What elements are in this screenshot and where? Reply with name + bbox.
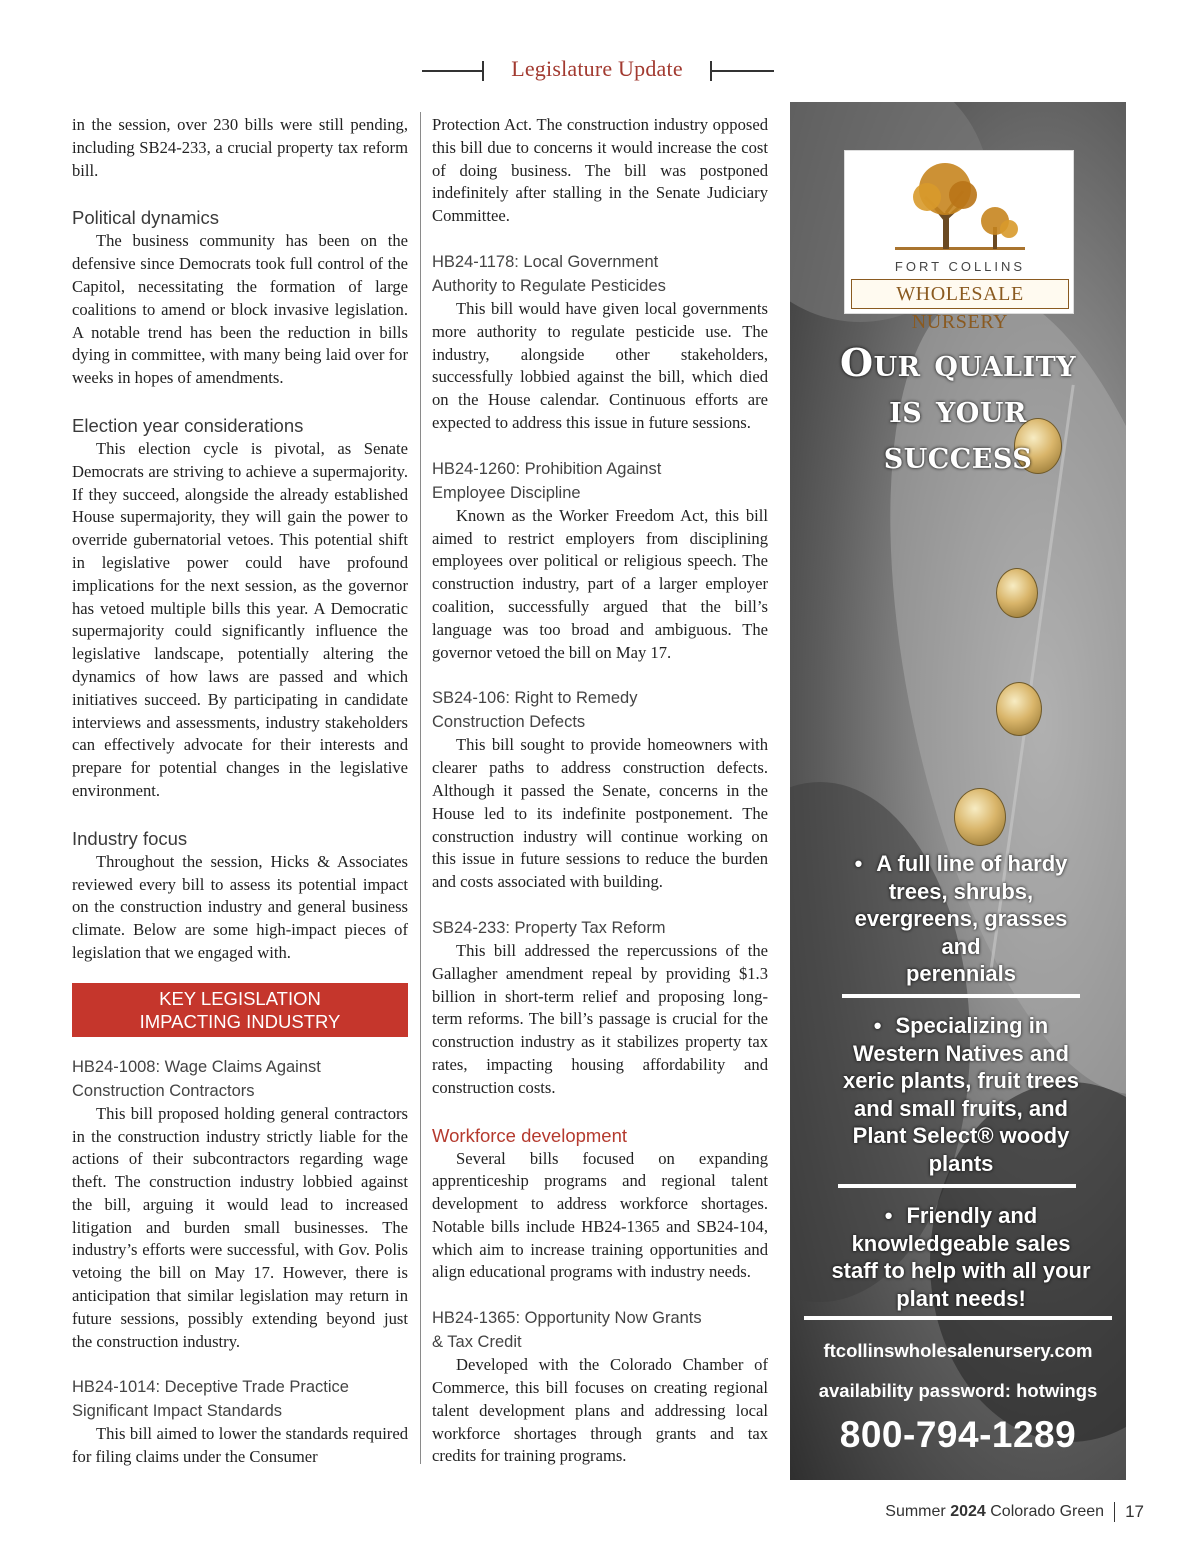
key-legislation-line2: IMPACTING INDUSTRY	[139, 1010, 341, 1032]
hb1260-paragraph: Known as the Worker Freedom Act, this bill aimed to restrict employers from disciplining employees over political or religious speech. The construction industry, part of a larger employer coalition, successfully argued that the bill’s language was too broad and ambiguous. The governor vetoed the bill on May 17.	[432, 505, 768, 662]
bill-heading-sb233: SB24-233: Property Tax Reform	[432, 918, 666, 937]
bill-heading-hb1178-line2: Authority to Regulate Pesticides	[432, 276, 666, 295]
water-drop-icon	[996, 568, 1038, 618]
ad-headline-line3: success	[883, 432, 1033, 477]
hb1014-paragraph: This bill aimed to lower the standards required for filing claims under the Consumer	[72, 1424, 408, 1467]
logo-text-bottom: WHOLESALE NURSERY	[851, 279, 1069, 309]
ad-headline	[800, 340, 1116, 478]
footer-magazine: Colorado Green	[990, 1503, 1105, 1520]
ad-bullet-staff: • Friendly and knowledgeable sales staff to help with all your plant needs!	[831, 1203, 1091, 1311]
key-legislation-banner	[72, 983, 408, 1037]
bill-heading-hb1365	[432, 1306, 768, 1354]
sb106-paragraph: This bill sought to provide homeowners with clearer paths to address construction defects. Although it passed the Senate, concerns in the House led to its indefinite postponement. The construction industry will continue working on this issue in future sessions to reduce the burden and costs associated with building.	[432, 735, 768, 892]
bullet-icon: •	[873, 1013, 882, 1038]
bill-heading-hb1260-line1: HB24-1260: Prohibition Against	[432, 459, 662, 478]
footer-year: 2024	[950, 1503, 986, 1520]
header-rule-left	[422, 70, 484, 72]
workforce-paragraph: Several bills focused on expanding apprenticeship programs and regional talent development to address workforce shortages. Notable bills include HB24-1365 and SB24-104, which aim to increase training opportunities and align educational programs with industry needs.	[432, 1148, 768, 1282]
bill-heading-sb106	[432, 686, 768, 734]
section-heading-industry: Industry focus	[72, 827, 188, 849]
election-paragraph: This election cycle is pivotal, as Senate Democrats are striving to achieve a supermajority. If they succeed, alongside the already established House supermajority, they will gain the power to override gubernatorial vetoes. This potential shift in legislative power could have profound implications for the next session, as the governor has vetoed multiple bills this year. A Democratic supermajority could significantly influence the legislative landscape, potentially altering the dynamics of how laws are passed and which initiatives succeed. By participating in candidate interviews and assessments, industry stakeholders can effectively advocate for their interests and prepare for potential changes in the legislative environment.	[72, 438, 408, 800]
bill-heading-sb106-line2: Construction Defects	[432, 713, 586, 732]
water-drop-icon	[996, 682, 1042, 736]
ad-website-link[interactable]: ftcollinswholesalenursery.com	[823, 1340, 1093, 1361]
logo-text-top: FORT COLLINS	[894, 259, 1026, 274]
section-heading-workforce: Workforce development	[432, 1124, 628, 1146]
hb1178-paragraph: This bill would have given local governments more authority to regulate pesticide use. The industry, alongside other stakeholders, successfully lobbied against the bill, which died on the House calendar. Continuous efforts are expected to address this issue in future sessions.	[432, 298, 768, 432]
column-left	[72, 114, 408, 1469]
bill-heading-hb1178	[432, 250, 768, 298]
ad-divider	[842, 994, 1080, 998]
bill-heading-hb1260	[432, 457, 768, 505]
bill-heading-hb1014	[72, 1375, 408, 1423]
ad-password-text: availability password: hotwings	[818, 1380, 1098, 1401]
footer-divider	[1114, 1502, 1115, 1522]
hb1008-paragraph: This bill proposed holding general contractors in the construction industry strictly liable for the actions of their subcontractors regarding wage theft. The construction industry lobbied against the bill, arguing it would lead to increased litigation and burden small businesses. The industry’s efforts were successful, with Gov. Polis vetoing the bill on May 17. However, there is anticipation that similar legislation may return in future sessions, possibly extending beyond just the construction industry.	[72, 1103, 408, 1351]
nursery-logo	[844, 150, 1074, 333]
bill-heading-hb1014-line1: HB24-1014: Deceptive Trade Practice	[72, 1378, 349, 1397]
ad-bullet-specialty: • Specializing in Western Natives and xeric plants, fruit trees and small fruits, and Plant Select® woody plants	[843, 1013, 1079, 1176]
continued-paragraph: Protection Act. The construction industry opposed this bill due to concerns it would increase the cost of doing business. The bill was postponed indefinitely after stalling in the Senate Judiciary Committee.	[432, 115, 768, 226]
page-footer	[885, 1502, 1144, 1522]
hb1365-paragraph: Developed with the Colorado Chamber of Commerce, this bill focuses on creating regional talent development plans and addressing local workforce shortages through grants and tax credits for training programs.	[432, 1355, 768, 1466]
bill-heading-hb1008	[72, 1055, 408, 1103]
bill-heading-hb1365-line2: & Tax Credit	[432, 1333, 522, 1352]
page-number: 17	[1125, 1502, 1144, 1521]
header-rule-right	[712, 70, 774, 72]
section-heading-political: Political dynamics	[72, 207, 220, 229]
nursery-advertisement	[790, 102, 1126, 1480]
header-title: Legislature Update	[511, 56, 683, 81]
column-middle	[432, 114, 768, 1468]
bill-heading-hb1365-line1: HB24-1365: Opportunity Now Grants	[432, 1309, 702, 1328]
bill-heading-sb106-line1: SB24-106: Right to Remedy	[432, 689, 638, 708]
footer-season: Summer	[885, 1503, 946, 1520]
intro-paragraph: in the session, over 230 bills were still pending, including SB24-233, a crucial property tax reform bill.	[72, 115, 408, 180]
bullet-icon: •	[854, 851, 863, 876]
column-divider	[420, 112, 421, 1464]
key-legislation-line1: KEY LEGISLATION	[159, 987, 321, 1009]
ad-bullet-product-line: • A full line of hardy trees, shrubs, evergreens, grasses and perennials	[854, 851, 1068, 986]
sb233-paragraph: This bill addressed the repercussions of the Gallagher amendment repeal by providing $1.3 billion in short-term relief and proposing long-term reforms. The bill’s passage is crucial for the construction industry as it stabilizes property tax rates, impacting housing affordability and construction costs.	[432, 940, 768, 1097]
section-heading-election: Election year considerations	[72, 414, 304, 436]
bill-heading-hb1260-line2: Employee Discipline	[432, 483, 581, 502]
industry-paragraph: Throughout the session, Hicks & Associates reviewed every bill to assess its potential impact on the construction industry and general business climate. Below are some high-impact pieces of legislation that we engaged with.	[72, 851, 408, 962]
bullet-icon: •	[884, 1203, 893, 1228]
political-paragraph: The business community has been on the defensive since Democrats took full control of the Capitol, necessitating the formation of large coalitions to amend or block invasive legislation. A notable trend has been the reduction in bills dying in committee, with many being laid over for weeks in hopes of amendments.	[72, 231, 408, 388]
running-header	[0, 52, 1200, 92]
ad-headline-line2: is your	[889, 386, 1027, 431]
tree-icon	[895, 161, 1025, 253]
bill-heading-hb1014-line2: Significant Impact Standards	[72, 1402, 283, 1421]
ad-divider	[838, 1184, 1076, 1188]
bill-heading-hb1008-line1: HB24-1008: Wage Claims Against	[72, 1057, 321, 1076]
ad-phone-number[interactable]: 800-794-1289	[839, 1414, 1077, 1455]
water-drop-icon	[954, 788, 1006, 846]
bill-heading-hb1008-line2: Construction Contractors	[72, 1081, 255, 1100]
ad-headline-line1: Our quality	[840, 340, 1076, 385]
bill-heading-hb1178-line1: HB24-1178: Local Government	[432, 252, 659, 271]
ad-divider	[804, 1316, 1112, 1320]
